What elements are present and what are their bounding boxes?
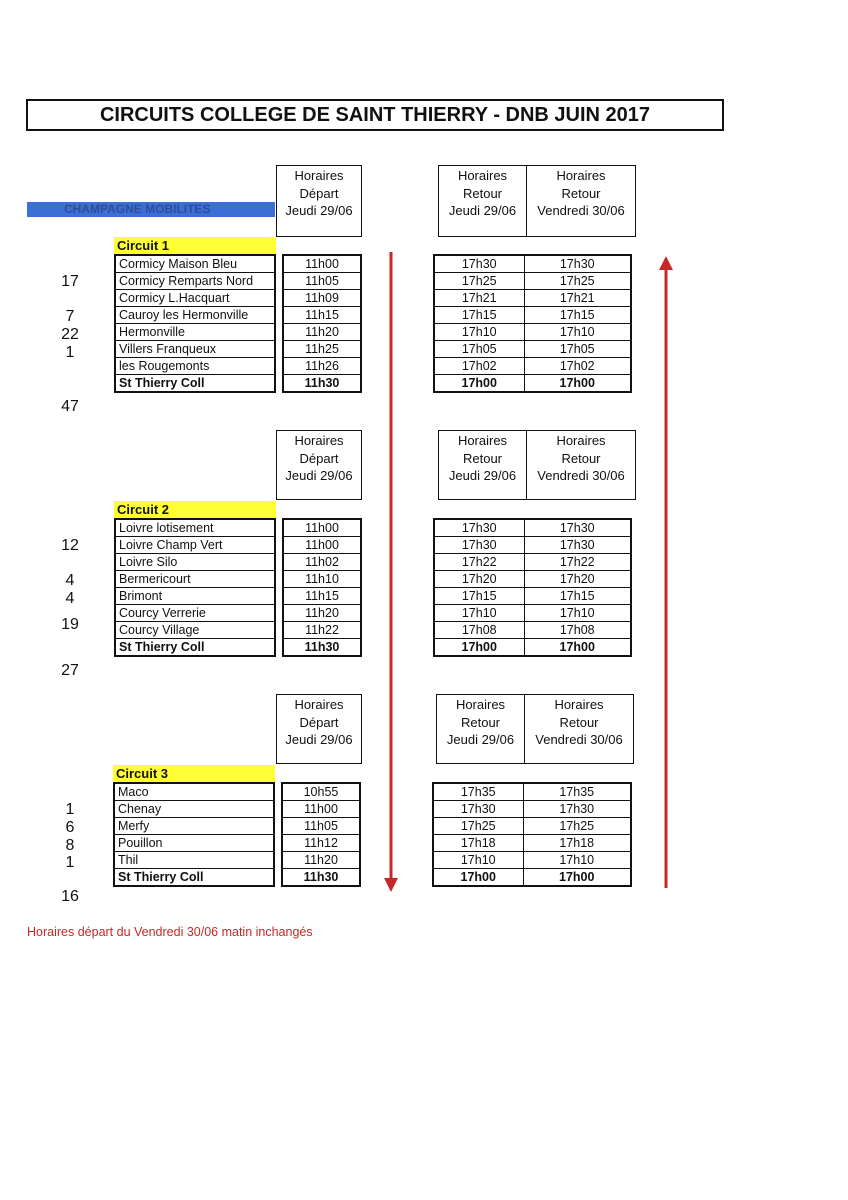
retour-jeudi-time: 17h18	[433, 835, 523, 852]
depart-time: 11h15	[283, 307, 361, 324]
depart-time: 11h00	[283, 537, 361, 554]
depart-time: 11h25	[283, 341, 361, 358]
header-line: Jeudi 29/06	[448, 468, 517, 483]
header-line: Retour	[462, 450, 503, 466]
stop-name: Bermericourt	[115, 571, 275, 588]
retour-vendredi-time: 17h00	[524, 375, 631, 393]
student-count: 1	[65, 801, 75, 818]
retour-vendredi-time: 17h15	[524, 307, 631, 324]
depart-time: 11h30	[283, 639, 361, 657]
retour-jeudi-time: 17h30	[433, 801, 523, 818]
depart-time: 11h20	[282, 852, 360, 869]
depart-time: 11h00	[283, 255, 361, 273]
header-line: Retour	[561, 450, 601, 466]
student-count: 12	[61, 537, 79, 554]
company-banner: CHAMPAGNE MOBILITES	[27, 202, 275, 217]
header-line: Jeudi 29/06	[446, 732, 515, 747]
depart-time: 11h22	[283, 622, 361, 639]
retour-vendredi-time: 17h25	[524, 273, 631, 290]
stop-name: Maco	[114, 783, 274, 801]
student-count: 6	[65, 819, 75, 836]
header-line: Jeudi 29/06	[285, 468, 353, 483]
stop-name: Courcy Village	[115, 622, 275, 639]
stop-name: Thil	[114, 852, 274, 869]
retour-jeudi-time: 17h25	[433, 818, 523, 835]
retour-vendredi-time: 17h10	[523, 852, 631, 869]
circuit-1-label: Circuit 1	[114, 237, 276, 254]
header-line: Horaires	[556, 168, 606, 183]
stop-name: St Thierry Coll	[115, 375, 275, 393]
stop-name: Loivre Silo	[115, 554, 275, 571]
header-line: Vendredi 30/06	[535, 732, 623, 747]
retour-vendredi-time: 17h02	[524, 358, 631, 375]
stop-name: Brimont	[115, 588, 275, 605]
retour-jeudi-time: 17h00	[434, 375, 524, 393]
stop-name: Cormicy Maison Bleu	[115, 255, 275, 273]
stop-name: Loivre lotisement	[115, 519, 275, 537]
retour-vendredi-time: 17h22	[524, 554, 631, 571]
retour-jeudi-time: 17h10	[434, 324, 524, 341]
retour-jeudi-time: 17h21	[434, 290, 524, 307]
retour-jeudi-time: 17h00	[433, 869, 523, 887]
header-line: Vendredi 30/06	[537, 468, 625, 483]
student-count: 1	[65, 854, 75, 871]
header-line: Retour	[460, 714, 501, 730]
student-total: 27	[61, 662, 79, 679]
student-count: 7	[65, 308, 75, 325]
depart-time: 11h05	[282, 818, 360, 835]
retour-vendredi-time: 17h00	[524, 639, 631, 657]
retour-jeudi-time: 17h30	[434, 519, 524, 537]
stop-name: Cormicy L.Hacquart	[115, 290, 275, 307]
depart-time: 11h30	[282, 869, 360, 887]
header-line: Horaires	[294, 168, 344, 183]
retour-vendredi-time: 17h15	[524, 588, 631, 605]
stop-name: Cauroy les Hermonville	[115, 307, 275, 324]
student-count: 17	[61, 273, 79, 290]
retour-jeudi-time: 17h10	[434, 605, 524, 622]
depart-time: 11h09	[283, 290, 361, 307]
retour-jeudi-time: 17h30	[434, 537, 524, 554]
depart-time: 11h12	[282, 835, 360, 852]
retour-vendredi-time: 17h08	[524, 622, 631, 639]
retour-vendredi-time: 17h05	[524, 341, 631, 358]
retour-jeudi-time: 17h15	[434, 588, 524, 605]
header-line: Vendredi 30/06	[537, 203, 625, 218]
depart-time: 11h00	[282, 801, 360, 818]
stop-name: Merfy	[114, 818, 274, 835]
student-count: 4	[65, 572, 75, 589]
retour-jeudi-time: 17h22	[434, 554, 524, 571]
header-line: Horaires	[294, 433, 344, 448]
depart-time: 11h26	[283, 358, 361, 375]
header-line: Retour	[462, 185, 503, 201]
depart-time: 11h02	[283, 554, 361, 571]
depart-time: 11h10	[283, 571, 361, 588]
header-line: Départ	[299, 450, 339, 466]
header-line: Départ	[299, 714, 339, 730]
retour-jeudi-time: 17h00	[434, 639, 524, 657]
header-line: Horaires	[457, 168, 508, 183]
circuit-2-label: Circuit 2	[114, 501, 276, 518]
retour-jeudi-time: 17h35	[433, 783, 523, 801]
retour-vendredi-time: 17h10	[524, 605, 631, 622]
stop-name: St Thierry Coll	[114, 869, 274, 887]
stop-name: Loivre Champ Vert	[115, 537, 275, 554]
retour-jeudi-time: 17h02	[434, 358, 524, 375]
header-line: Jeudi 29/06	[448, 203, 517, 218]
student-count: 4	[65, 590, 75, 607]
document-title: CIRCUITS COLLEGE DE SAINT THIERRY - DNB JUIN 2017	[26, 99, 724, 131]
stop-name: les Rougemonts	[115, 358, 275, 375]
stop-name: Cormicy Remparts Nord	[115, 273, 275, 290]
retour-vendredi-time: 17h00	[523, 869, 631, 887]
retour-vendredi-time: 17h30	[524, 537, 631, 554]
retour-jeudi-time: 17h25	[434, 273, 524, 290]
header-line: Départ	[299, 185, 339, 201]
stop-name: Hermonville	[115, 324, 275, 341]
depart-time: 11h20	[283, 324, 361, 341]
stop-name: Courcy Verrerie	[115, 605, 275, 622]
student-total: 16	[61, 888, 79, 905]
student-count: 1	[65, 344, 75, 361]
retour-vendredi-time: 17h21	[524, 290, 631, 307]
depart-time: 11h30	[283, 375, 361, 393]
retour-jeudi-time: 17h30	[434, 255, 524, 273]
stop-name: St Thierry Coll	[115, 639, 275, 657]
header-line: Horaires	[556, 433, 606, 448]
footnote: Horaires départ du Vendredi 30/06 matin inchangés	[27, 925, 313, 939]
circuit-3-label: Circuit 3	[113, 765, 275, 782]
depart-time: 10h55	[282, 783, 360, 801]
stop-name: Chenay	[114, 801, 274, 818]
up-arrow-head	[659, 256, 673, 270]
student-count: 19	[61, 616, 79, 633]
retour-vendredi-time: 17h20	[524, 571, 631, 588]
header-line: Horaires	[554, 697, 604, 712]
stop-name: Pouillon	[114, 835, 274, 852]
depart-time: 11h05	[283, 273, 361, 290]
retour-vendredi-time: 17h10	[524, 324, 631, 341]
retour-jeudi-time: 17h20	[434, 571, 524, 588]
retour-jeudi-time: 17h08	[434, 622, 524, 639]
retour-vendredi-time: 17h30	[524, 255, 631, 273]
retour-jeudi-time: 17h10	[433, 852, 523, 869]
student-count: 22	[61, 326, 79, 343]
header-line: Retour	[559, 714, 599, 730]
depart-time: 11h00	[283, 519, 361, 537]
retour-jeudi-time: 17h15	[434, 307, 524, 324]
retour-vendredi-time: 17h25	[523, 818, 631, 835]
stop-name: Villers Franqueux	[115, 341, 275, 358]
header-line: Horaires	[455, 697, 506, 712]
retour-vendredi-time: 17h30	[523, 801, 631, 818]
depart-time: 11h20	[283, 605, 361, 622]
retour-vendredi-time: 17h30	[524, 519, 631, 537]
header-line: Retour	[561, 185, 601, 201]
depart-time: 11h15	[283, 588, 361, 605]
student-count: 8	[65, 837, 75, 854]
header-line: Jeudi 29/06	[285, 732, 353, 747]
retour-jeudi-time: 17h05	[434, 341, 524, 358]
header-line: Horaires	[294, 697, 344, 712]
retour-vendredi-time: 17h35	[523, 783, 631, 801]
down-arrow-head	[384, 878, 398, 892]
student-total: 47	[61, 398, 79, 415]
header-line: Jeudi 29/06	[285, 203, 353, 218]
retour-vendredi-time: 17h18	[523, 835, 631, 852]
header-line: Horaires	[457, 433, 508, 448]
